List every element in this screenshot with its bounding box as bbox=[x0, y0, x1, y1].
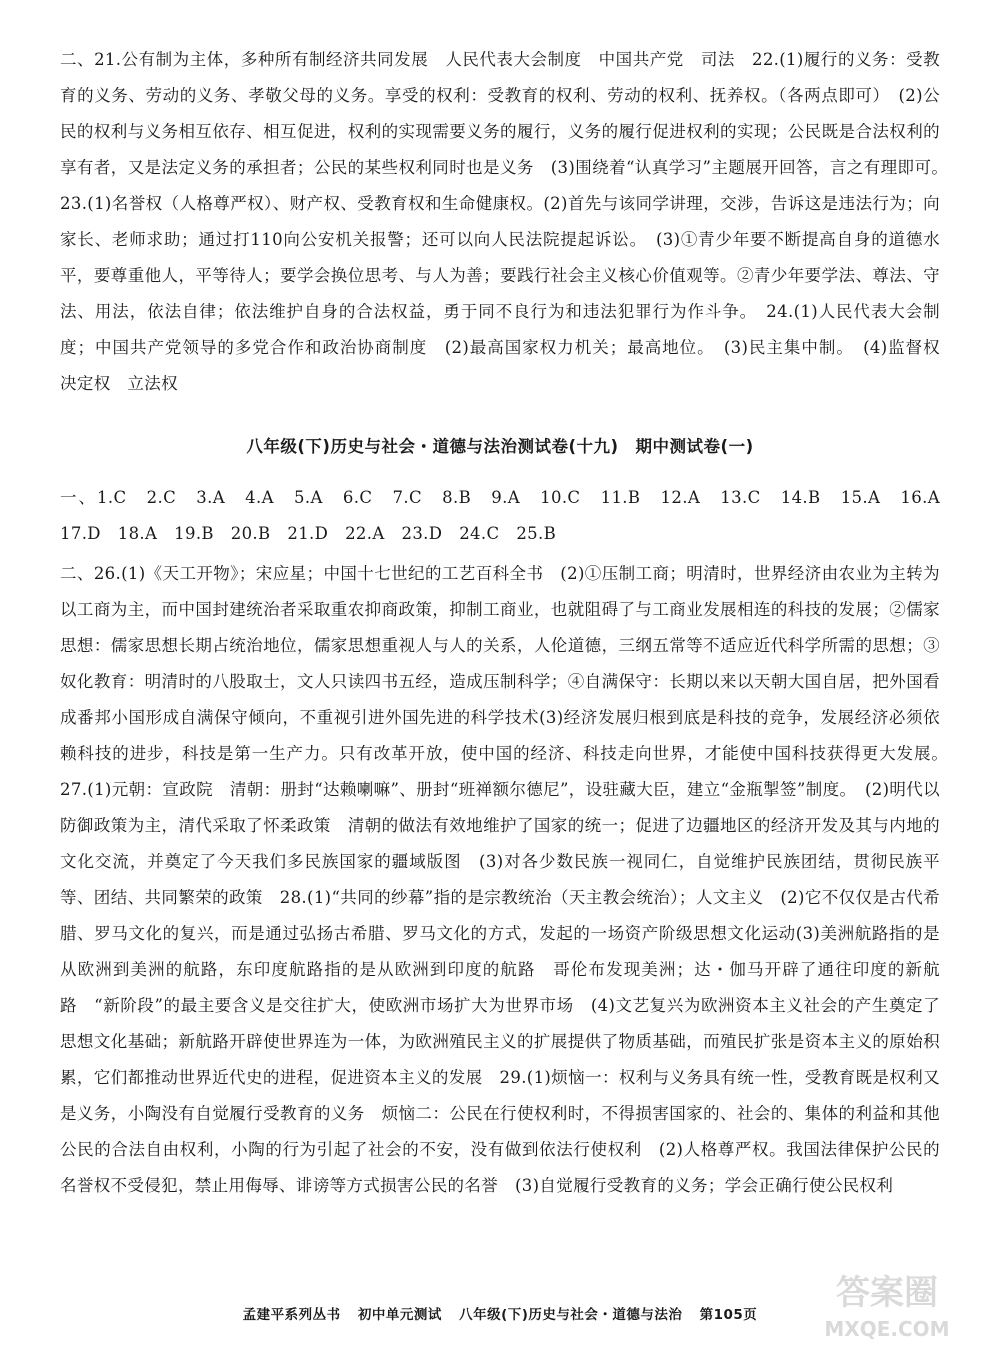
multiple-choice-answers: 一、1.C 2.C 3.A 4.A 5.A 6.C 7.C 8.B 9.A 10.C 11.B 12.A 13.C 14.B 15.A 16.A 17.D 18.A 19.B 20.B 21.D 22.A 23.D 24.C 25.B bbox=[60, 488, 957, 543]
footer-subject: 八年级(下)历史与社会・道德与法治 bbox=[459, 1307, 683, 1323]
answer-section-part2: 二、26.(1)《天工开物》；宋应星；中国十七世纪的工艺百科全书 (2)①压制工商；明清时，世界经济由农业为主转为以工商为主，而中国封建统治者采取重农抑商政策，抑制工商业，也就阻碍了与工商业发展相连的科技的发展；②儒家思想：儒家思想长期占统治地位，儒家思想重视人与人的关系，人伦道德，三纲五常等不适应近代科学所需的思想；③奴化教育：明清时的八股取士，文人只读四书五经，造成压制科学；④自满保守：长期以来以天朝大国自居，把外国看成番邦小国形成自满保守倾向，不重视引进外国先进的科学技术(3)经济发展归根到底是科技的竞争，发展经济必须依赖科技的进步，科技是第一生产力。只有改革开放，使中国的经济、科技走向世界，才能使中国科技获得更大发展。 27.(1)元朝：宣政院 清朝：册封“达赖喇嘛”、册封“班禅额尔德尼”，设驻藏大臣，建立“金瓶掣签”制度。 (2)明代以防御政策为主，清代采取了怀柔政策 清朝的做法有效地维护了国家的统一；促进了边疆地区的经济开发及其与内地的文化交流，并奠定了今天我们多民族国家的疆域版图 (3)对各少数民族一视同仁，自觉维护民族团结，贯彻民族平等、团结、共同繁荣的政策 28.(1)“共同的纱幕”指的是宗教统治（天主教会统治）；人文主义 (2)它不仅仅是古代希腊、罗马文化的复兴，而是通过弘扬古希腊、罗马文化的方式，发起的一场资产阶级思想文化运动(3)美洲航路指的是从欧洲到美洲的航路，东印度航路指的是从欧洲到印度的航路 哥伦布发现美洲；达・伽马开辟了通往印度的新航路 “新阶段”的最主要含义是交往扩大，使欧洲市场扩大为世界市场 (4)文艺复兴为欧洲资本主义社会的产生奠定了思想文化基础；新航路开辟使世界连为一体，为欧洲殖民主义的扩展提供了物质基础，而殖民扩张是资本主义的原始积累，它们都推动世界近代史的进程，促进资本主义的发展 29.(1)烦恼一：权利与义务具有统一性，受教育既是权利又是义务，小陶没有自觉履行受教育的义务 烦恼二：公民在行使权利时，不得损害国家的、社会的、集体的利益和其他公民的合法自由权利，小陶的行为引起了社会的不安，没有做到依法行使权利 (2)人格尊严权。我国法律保护公民的名誉权不受侵犯，禁止用侮辱、诽谤等方式损害公民的名誉 (3)自觉履行受教育的义务；学会正确行使公民权利 bbox=[60, 564, 957, 1195]
test-title: 八年级(下)历史与社会・道德与法治测试卷(十九) 期中测试卷(一) bbox=[246, 437, 754, 456]
footer-book: 初中单元测试 bbox=[357, 1307, 442, 1323]
footer-page-number: 第105页 bbox=[699, 1307, 758, 1323]
answer-section-part2-prev: 二、21.公有制为主体，多种所有制经济共同发展 人民代表大会制度 中国共产党 司法 22.(1)履行的义务：受教育的义务、劳动的义务、孝敬父母的义务。享受的权利：受教育的权利、劳动的权利、抚养权。（各两点即可） (2)公民的权利与义务相互依存、相互促进，权利的实现需要义务的履行，义务的履行促进权利的实现；公民既是合法权利的享有者，又是法定义务的承担者；公民的某些权利同时也是义务 (3)围绕着“认真学习”主题展开回答，言之有理即可。 23.(1)名誉权（人格尊严权）、财产权、受教育权和生命健康权。(2)首先与该同学讲理，交涉，告诉这是违法行为；向家长、老师求助；通过打110向公安机关报警；还可以向人民法院提起诉讼。 (3)①青少年要不断提高自身的道德水平，要尊重他人，平等待人；要学会换位思考、与人为善；要践行社会主义核心价值观等。②青少年要学法、尊法、守法、用法，依法自律；依法维护自身的合法权益，勇于同不良行为和违法犯罪行为作斗争。 24.(1)人民代表大会制度；中国共产党领导的多党合作和政治协商制度 (2)最高国家权力机关；最高地位。 (3)民主集中制。 (4)监督权 决定权 立法权 bbox=[60, 50, 957, 393]
watermark-text-en: MXQE.COM bbox=[824, 1317, 950, 1341]
footer-series: 孟建平系列丛书 bbox=[242, 1307, 341, 1323]
watermark-text-cn: 答案圈 bbox=[836, 1273, 938, 1313]
watermark-logo bbox=[802, 1262, 972, 1344]
